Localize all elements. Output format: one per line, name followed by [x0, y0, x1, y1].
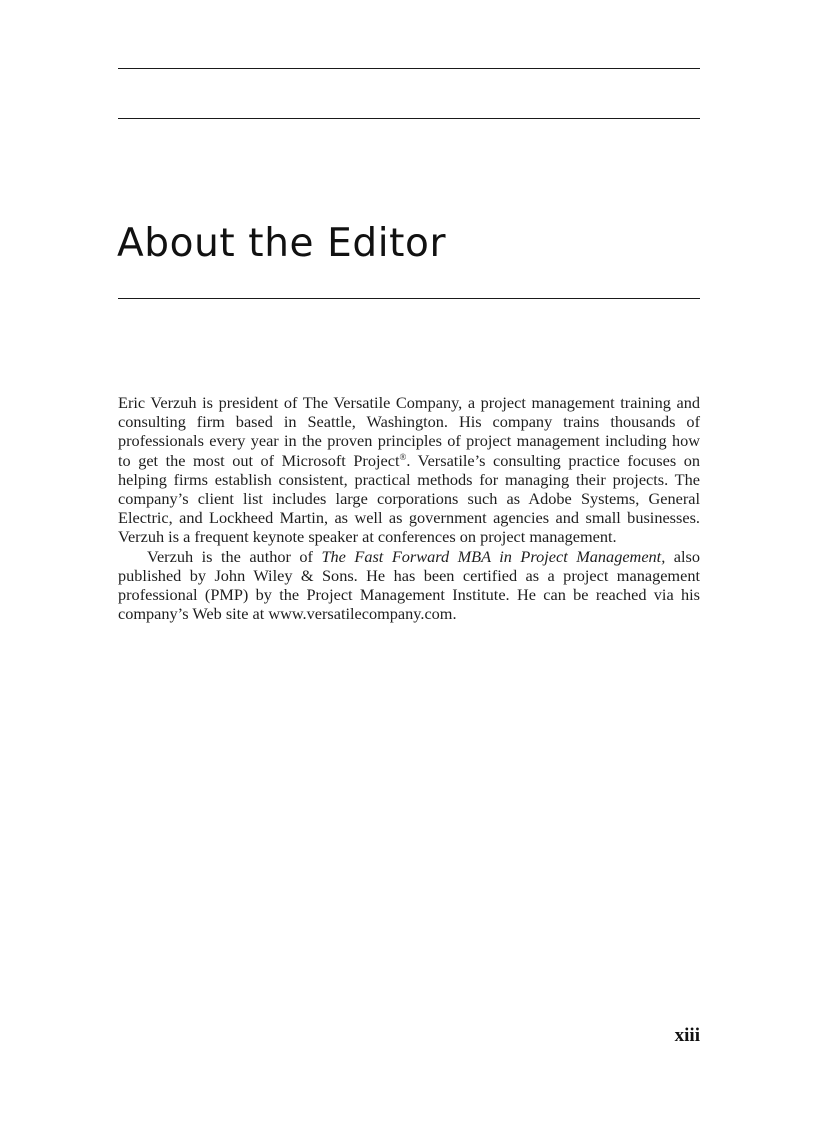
top-rule — [118, 68, 700, 69]
second-rule — [118, 118, 700, 119]
bio-paragraph-2 — [118, 547, 700, 624]
bio-paragraph-1 — [118, 393, 700, 547]
heading-underline-rule — [118, 298, 700, 299]
registered-trademark-mark: ® — [399, 451, 407, 462]
page-number: xiii — [674, 1025, 700, 1046]
chapter-heading: About the Editor — [117, 221, 447, 266]
bio-paragraph-2-tail: also published by John Wiley & Sons. He has been certified as a project management professional (PMP) by the Project Management Institute. He can be reached via his company’s Web site at www.versatilecompany.com. — [118, 546, 700, 624]
bio-text — [118, 393, 700, 623]
book-title: The Fast Forward MBA in Project Management, — [321, 546, 666, 566]
bio-paragraph-1-tail: . Versatile’s consulting practice focuses on helping firms establish consistent, practical methods for managing their projects. The company’s client list includes large corporations such as Adobe Systems, General Electric, and Lockheed Martin, as well as government agencies and small businesses. Verzuh is a frequent keynote speaker at conferences on project management. — [118, 450, 701, 547]
bio-paragraph-2-lead: Verzuh is the author of — [147, 546, 322, 566]
bio-paragraph-1-text: Eric Verzuh is president of The Versatile Company, a project management training and consulting firm based in Seattle, Washington. His company trains thousands of professionals every year in the proven principles of project management including how to get the most out of Microsoft Project — [118, 393, 700, 470]
